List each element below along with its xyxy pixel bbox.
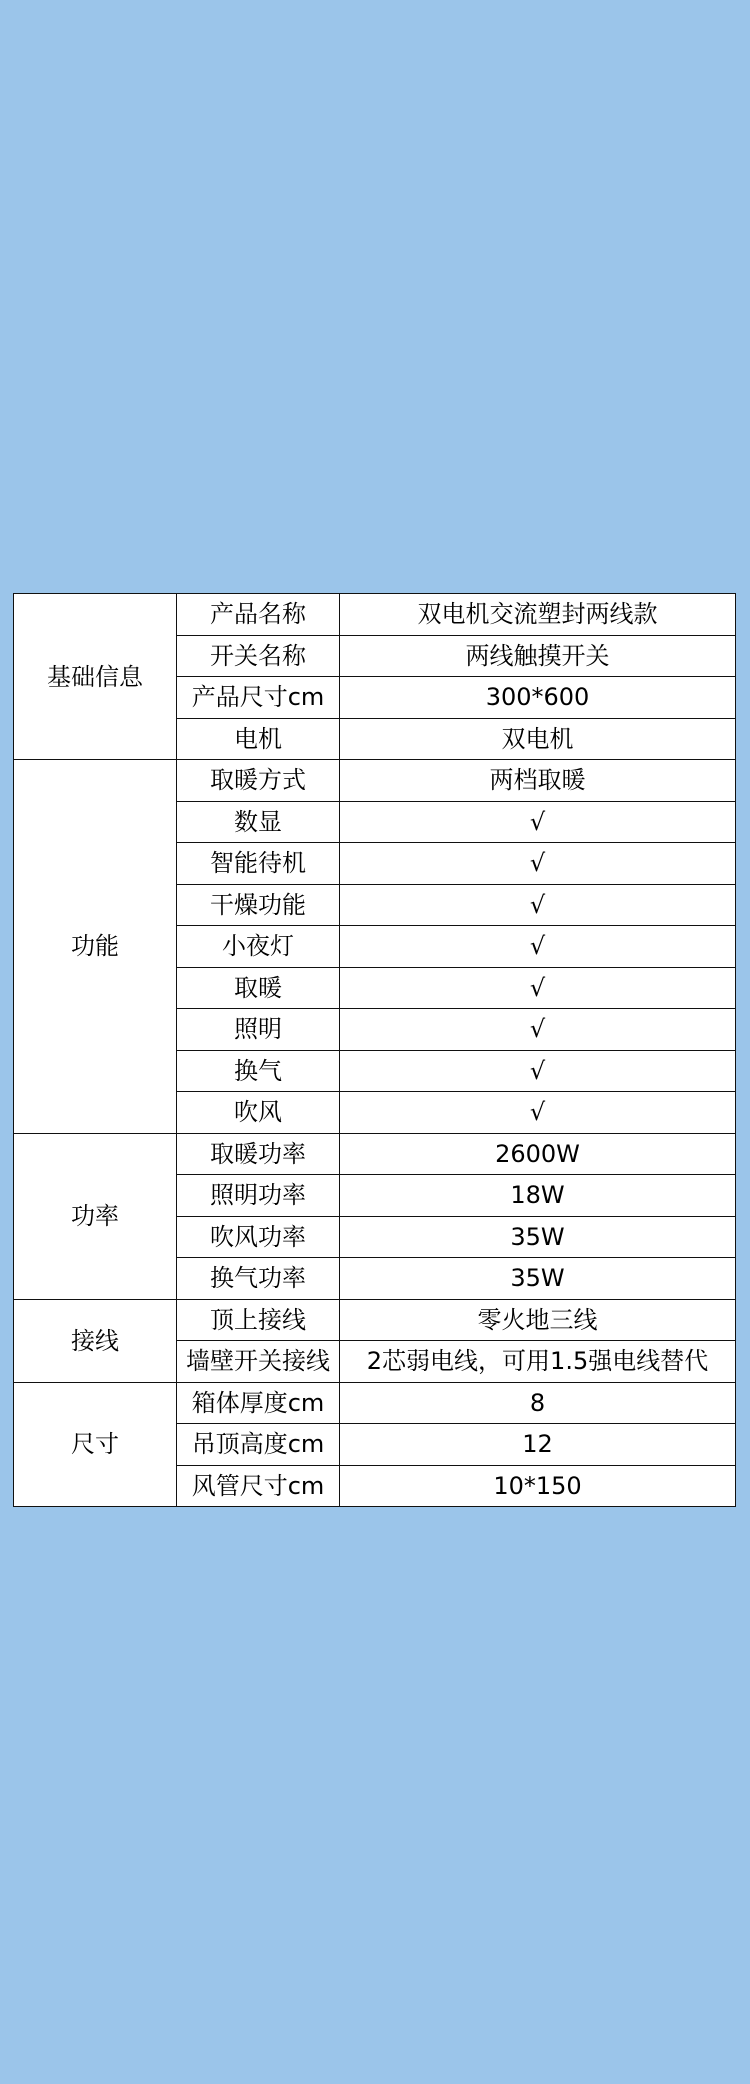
table-row bbox=[14, 1299, 736, 1341]
value-cell: 双电机交流塑封两线款 bbox=[340, 594, 736, 636]
check-mark-cell: √ bbox=[340, 843, 736, 885]
check-mark-cell: √ bbox=[340, 926, 736, 968]
item-cell: 数显 bbox=[177, 801, 340, 843]
check-mark-cell: √ bbox=[340, 967, 736, 1009]
table-row bbox=[14, 760, 736, 802]
item-cell: 干燥功能 bbox=[177, 884, 340, 926]
item-cell: 箱体厚度cm bbox=[177, 1382, 340, 1424]
item-cell: 顶上接线 bbox=[177, 1299, 340, 1341]
spec-table bbox=[13, 593, 736, 1507]
item-cell: 取暖 bbox=[177, 967, 340, 1009]
item-cell: 小夜灯 bbox=[177, 926, 340, 968]
check-mark-cell: √ bbox=[340, 801, 736, 843]
category-cell: 功率 bbox=[14, 1133, 177, 1299]
value-cell: 2芯弱电线，可用1.5强电线替代 bbox=[340, 1341, 736, 1383]
value-cell: 300*600 bbox=[340, 677, 736, 719]
item-cell: 产品名称 bbox=[177, 594, 340, 636]
check-mark-cell: √ bbox=[340, 1092, 736, 1134]
category-cell: 接线 bbox=[14, 1299, 177, 1382]
value-cell: 双电机 bbox=[340, 718, 736, 760]
item-cell: 吹风功率 bbox=[177, 1216, 340, 1258]
item-cell: 换气功率 bbox=[177, 1258, 340, 1300]
value-cell: 8 bbox=[340, 1382, 736, 1424]
item-cell: 智能待机 bbox=[177, 843, 340, 885]
value-cell: 12 bbox=[340, 1424, 736, 1466]
check-mark-cell: √ bbox=[340, 1050, 736, 1092]
value-cell: 两档取暖 bbox=[340, 760, 736, 802]
value-cell: 10*150 bbox=[340, 1465, 736, 1507]
value-cell: 零火地三线 bbox=[340, 1299, 736, 1341]
item-cell: 风管尺寸cm bbox=[177, 1465, 340, 1507]
category-cell: 基础信息 bbox=[14, 594, 177, 760]
value-cell: 18W bbox=[340, 1175, 736, 1217]
item-cell: 照明功率 bbox=[177, 1175, 340, 1217]
table-row bbox=[14, 1382, 736, 1424]
item-cell: 取暖功率 bbox=[177, 1133, 340, 1175]
item-cell: 取暖方式 bbox=[177, 760, 340, 802]
item-cell: 吹风 bbox=[177, 1092, 340, 1134]
item-cell: 吊顶高度cm bbox=[177, 1424, 340, 1466]
spec-table-body bbox=[14, 594, 736, 1507]
category-cell: 功能 bbox=[14, 760, 177, 1134]
value-cell: 两线触摸开关 bbox=[340, 635, 736, 677]
category-cell: 尺寸 bbox=[14, 1382, 177, 1507]
item-cell: 照明 bbox=[177, 1009, 340, 1051]
item-cell: 电机 bbox=[177, 718, 340, 760]
value-cell: 35W bbox=[340, 1216, 736, 1258]
value-cell: 35W bbox=[340, 1258, 736, 1300]
table-row bbox=[14, 594, 736, 636]
check-mark-cell: √ bbox=[340, 1009, 736, 1051]
item-cell: 换气 bbox=[177, 1050, 340, 1092]
item-cell: 开关名称 bbox=[177, 635, 340, 677]
item-cell: 墙壁开关接线 bbox=[177, 1341, 340, 1383]
item-cell: 产品尺寸cm bbox=[177, 677, 340, 719]
table-row bbox=[14, 1133, 736, 1175]
check-mark-cell: √ bbox=[340, 884, 736, 926]
value-cell: 2600W bbox=[340, 1133, 736, 1175]
